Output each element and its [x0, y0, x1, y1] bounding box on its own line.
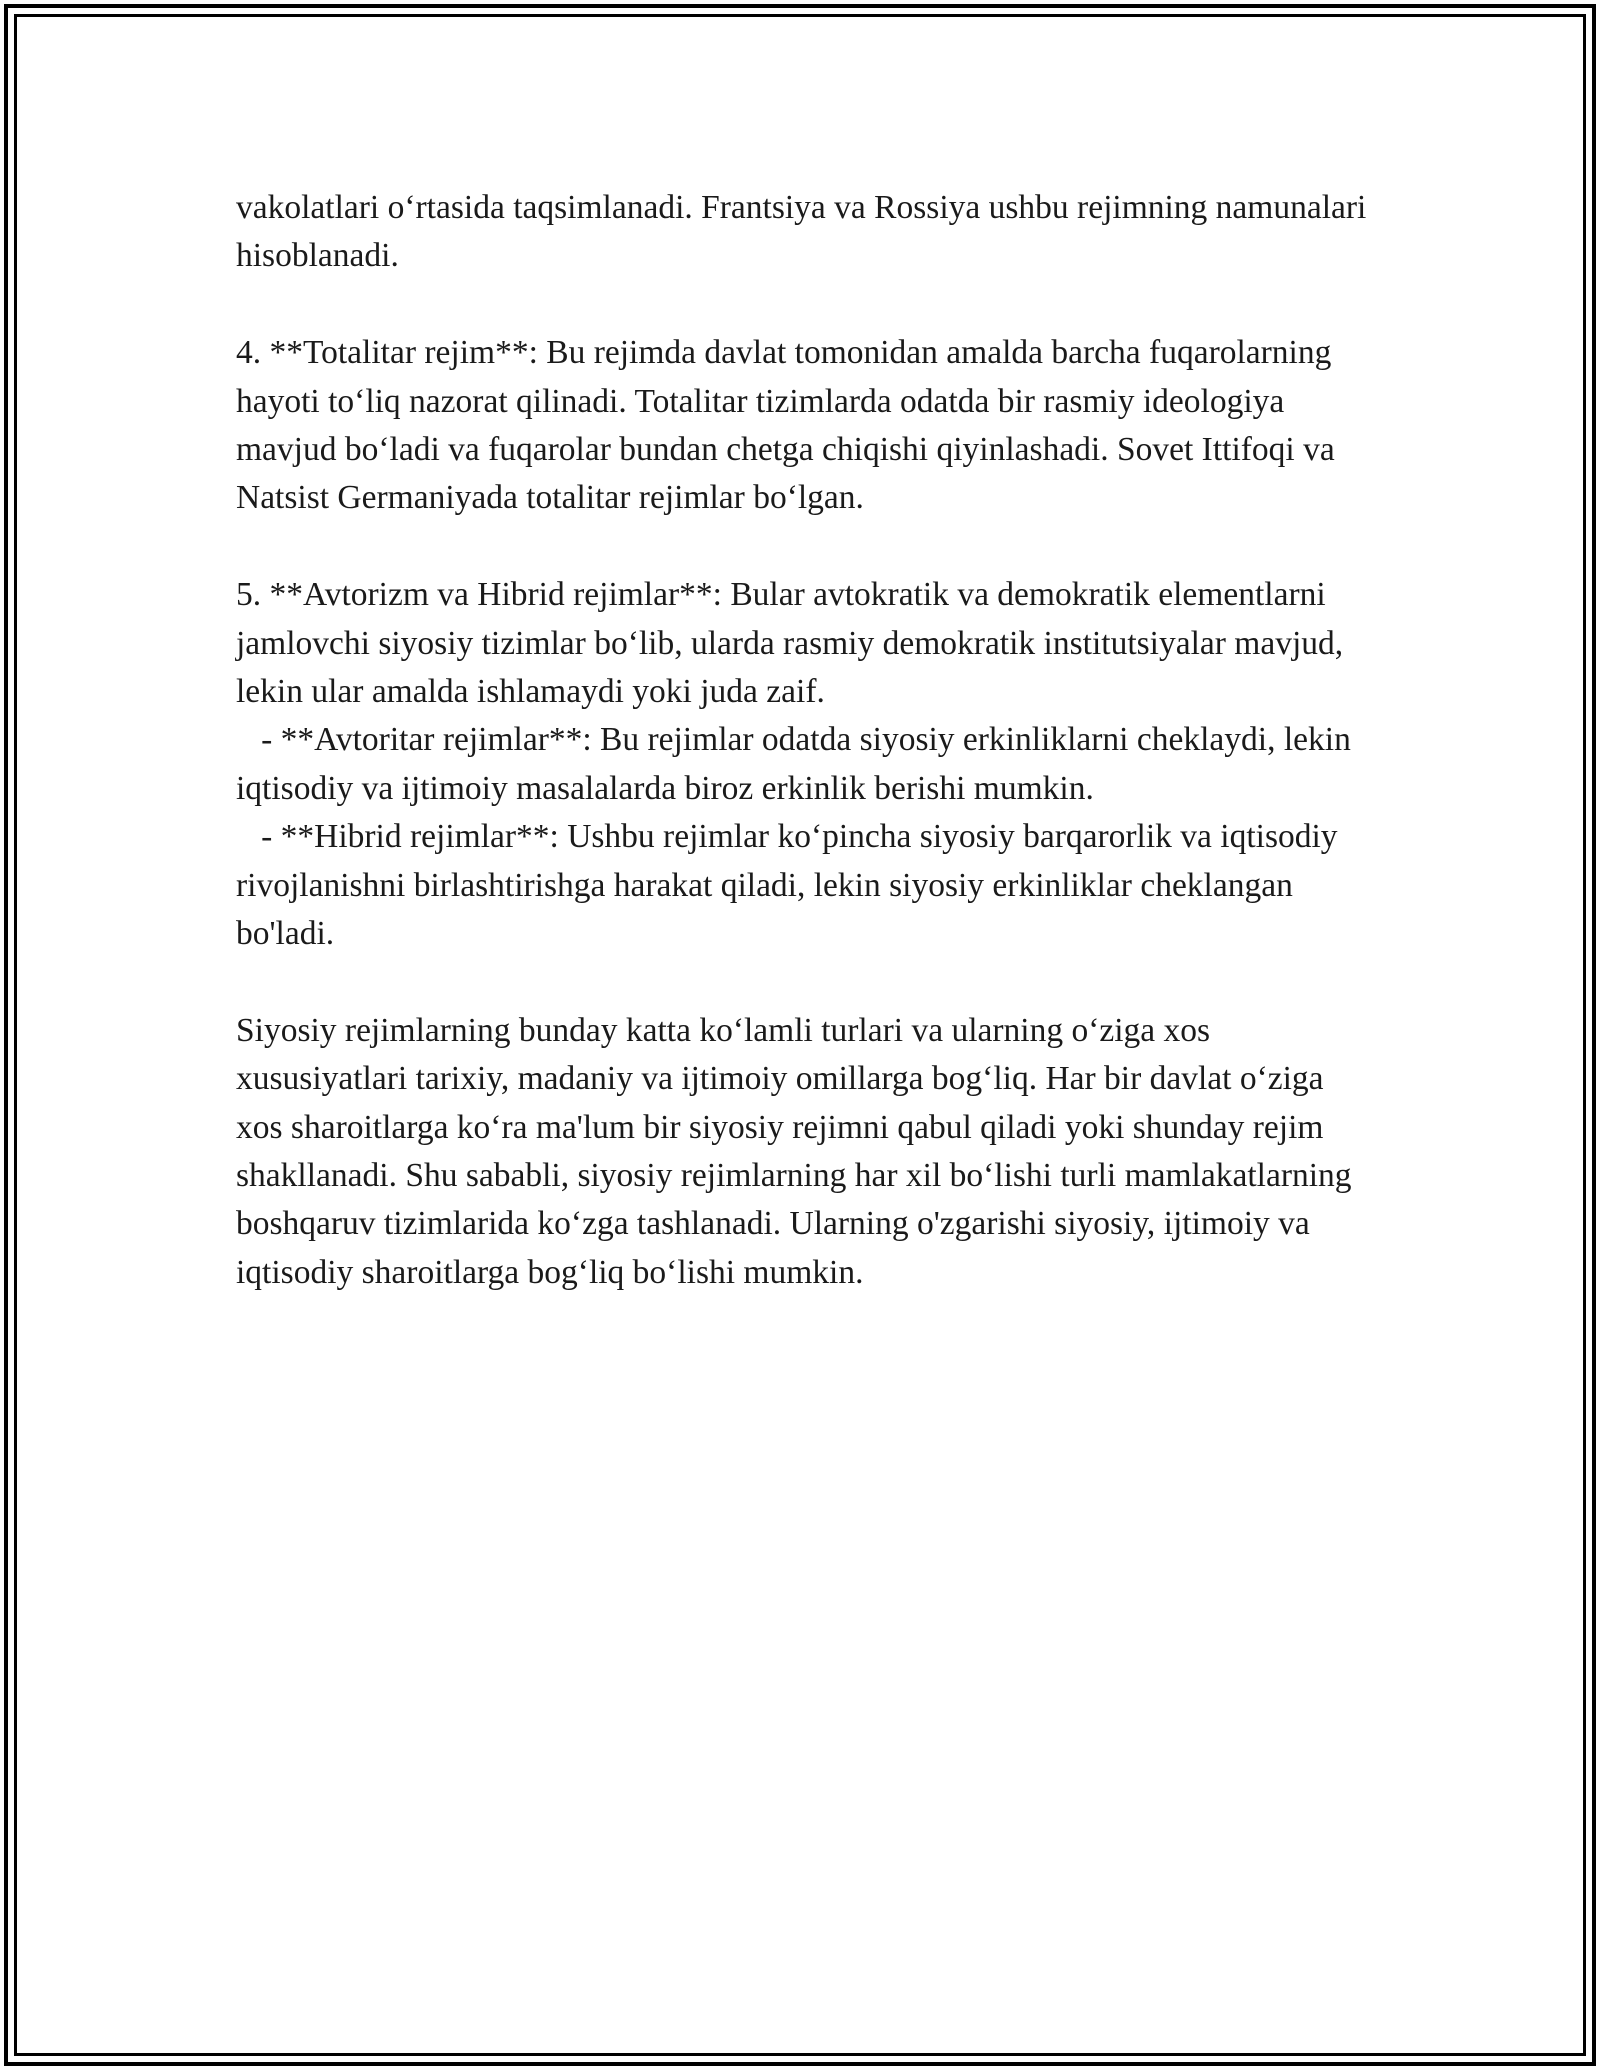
paragraph-regime-continuation: vakolatlari o‘rtasida taqsimlanadi. Frantsiya va Rossiya ushbu rejimning namunalari hisoblanadi. — [236, 189, 1375, 275]
document-body — [236, 184, 1376, 1297]
paragraph-conclusion: Siyosiy rejimlarning bunday katta ko‘lamli turlari va ularning o‘ziga xos xususiyatlari tarixiy, madaniy va ijtimoiy omillarga bog‘liq. Har bir davlat o‘ziga xos sharoitlarga ko‘ra ma'lum bir siyosiy rejimni qabul qiladi yoki shunday rejim shakllanadi. Shu sababli, siyosiy rejimlarning har xil bo‘lishi turli mamlakatlarning boshqaruv tizimlarida ko‘zga tashlanadi. Ularning o'zgarishi siyosiy, ijtimoiy va iqtisodiy sharoitlarga bog‘liq bo‘lishi mumkin. — [236, 1011, 1360, 1291]
paragraph-authoritarian-hybrid-regimes: 5. **Avtorizm va Hibrid rejimlar**: Bular avtokratik va demokratik elementlarni jamlovchi siyosiy tizimlar bo‘lib, ularda rasmiy demokratik institutsiyalar mavjud, lekin ular amalda ishlamaydi yoki juda zaif. - **Avtoritar rejimlar**: Bu rejimlar odatda siyosiy erkinliklarni cheklaydi, lekin iqtisodiy va ijtimoiy masalalarda biroz erkinlik berishi mumkin. - **Hibrid rejimlar**: Ushbu rejimlar ko‘pincha siyosiy barqarorlik va iqtisodiy rivojlanishni birlashtirishga harakat qiladi, lekin siyosiy erkinliklar cheklangan bo'ladi. — [236, 576, 1351, 953]
paragraph-totalitarian-regime: 4. **Totalitar rejim**: Bu rejimda davlat tomonidan amalda barcha fuqarolarning hayoti to‘liq nazorat qilinadi. Totalitar tizimlarda odatda bir rasmiy ideologiya mavjud bo‘ladi va fuqarolar bundan chetga chiqishi qiyinlashadi. Sovet Ittifoqi va Natsist Germaniyada totalitar rejimlar bo‘lgan. — [236, 334, 1344, 517]
